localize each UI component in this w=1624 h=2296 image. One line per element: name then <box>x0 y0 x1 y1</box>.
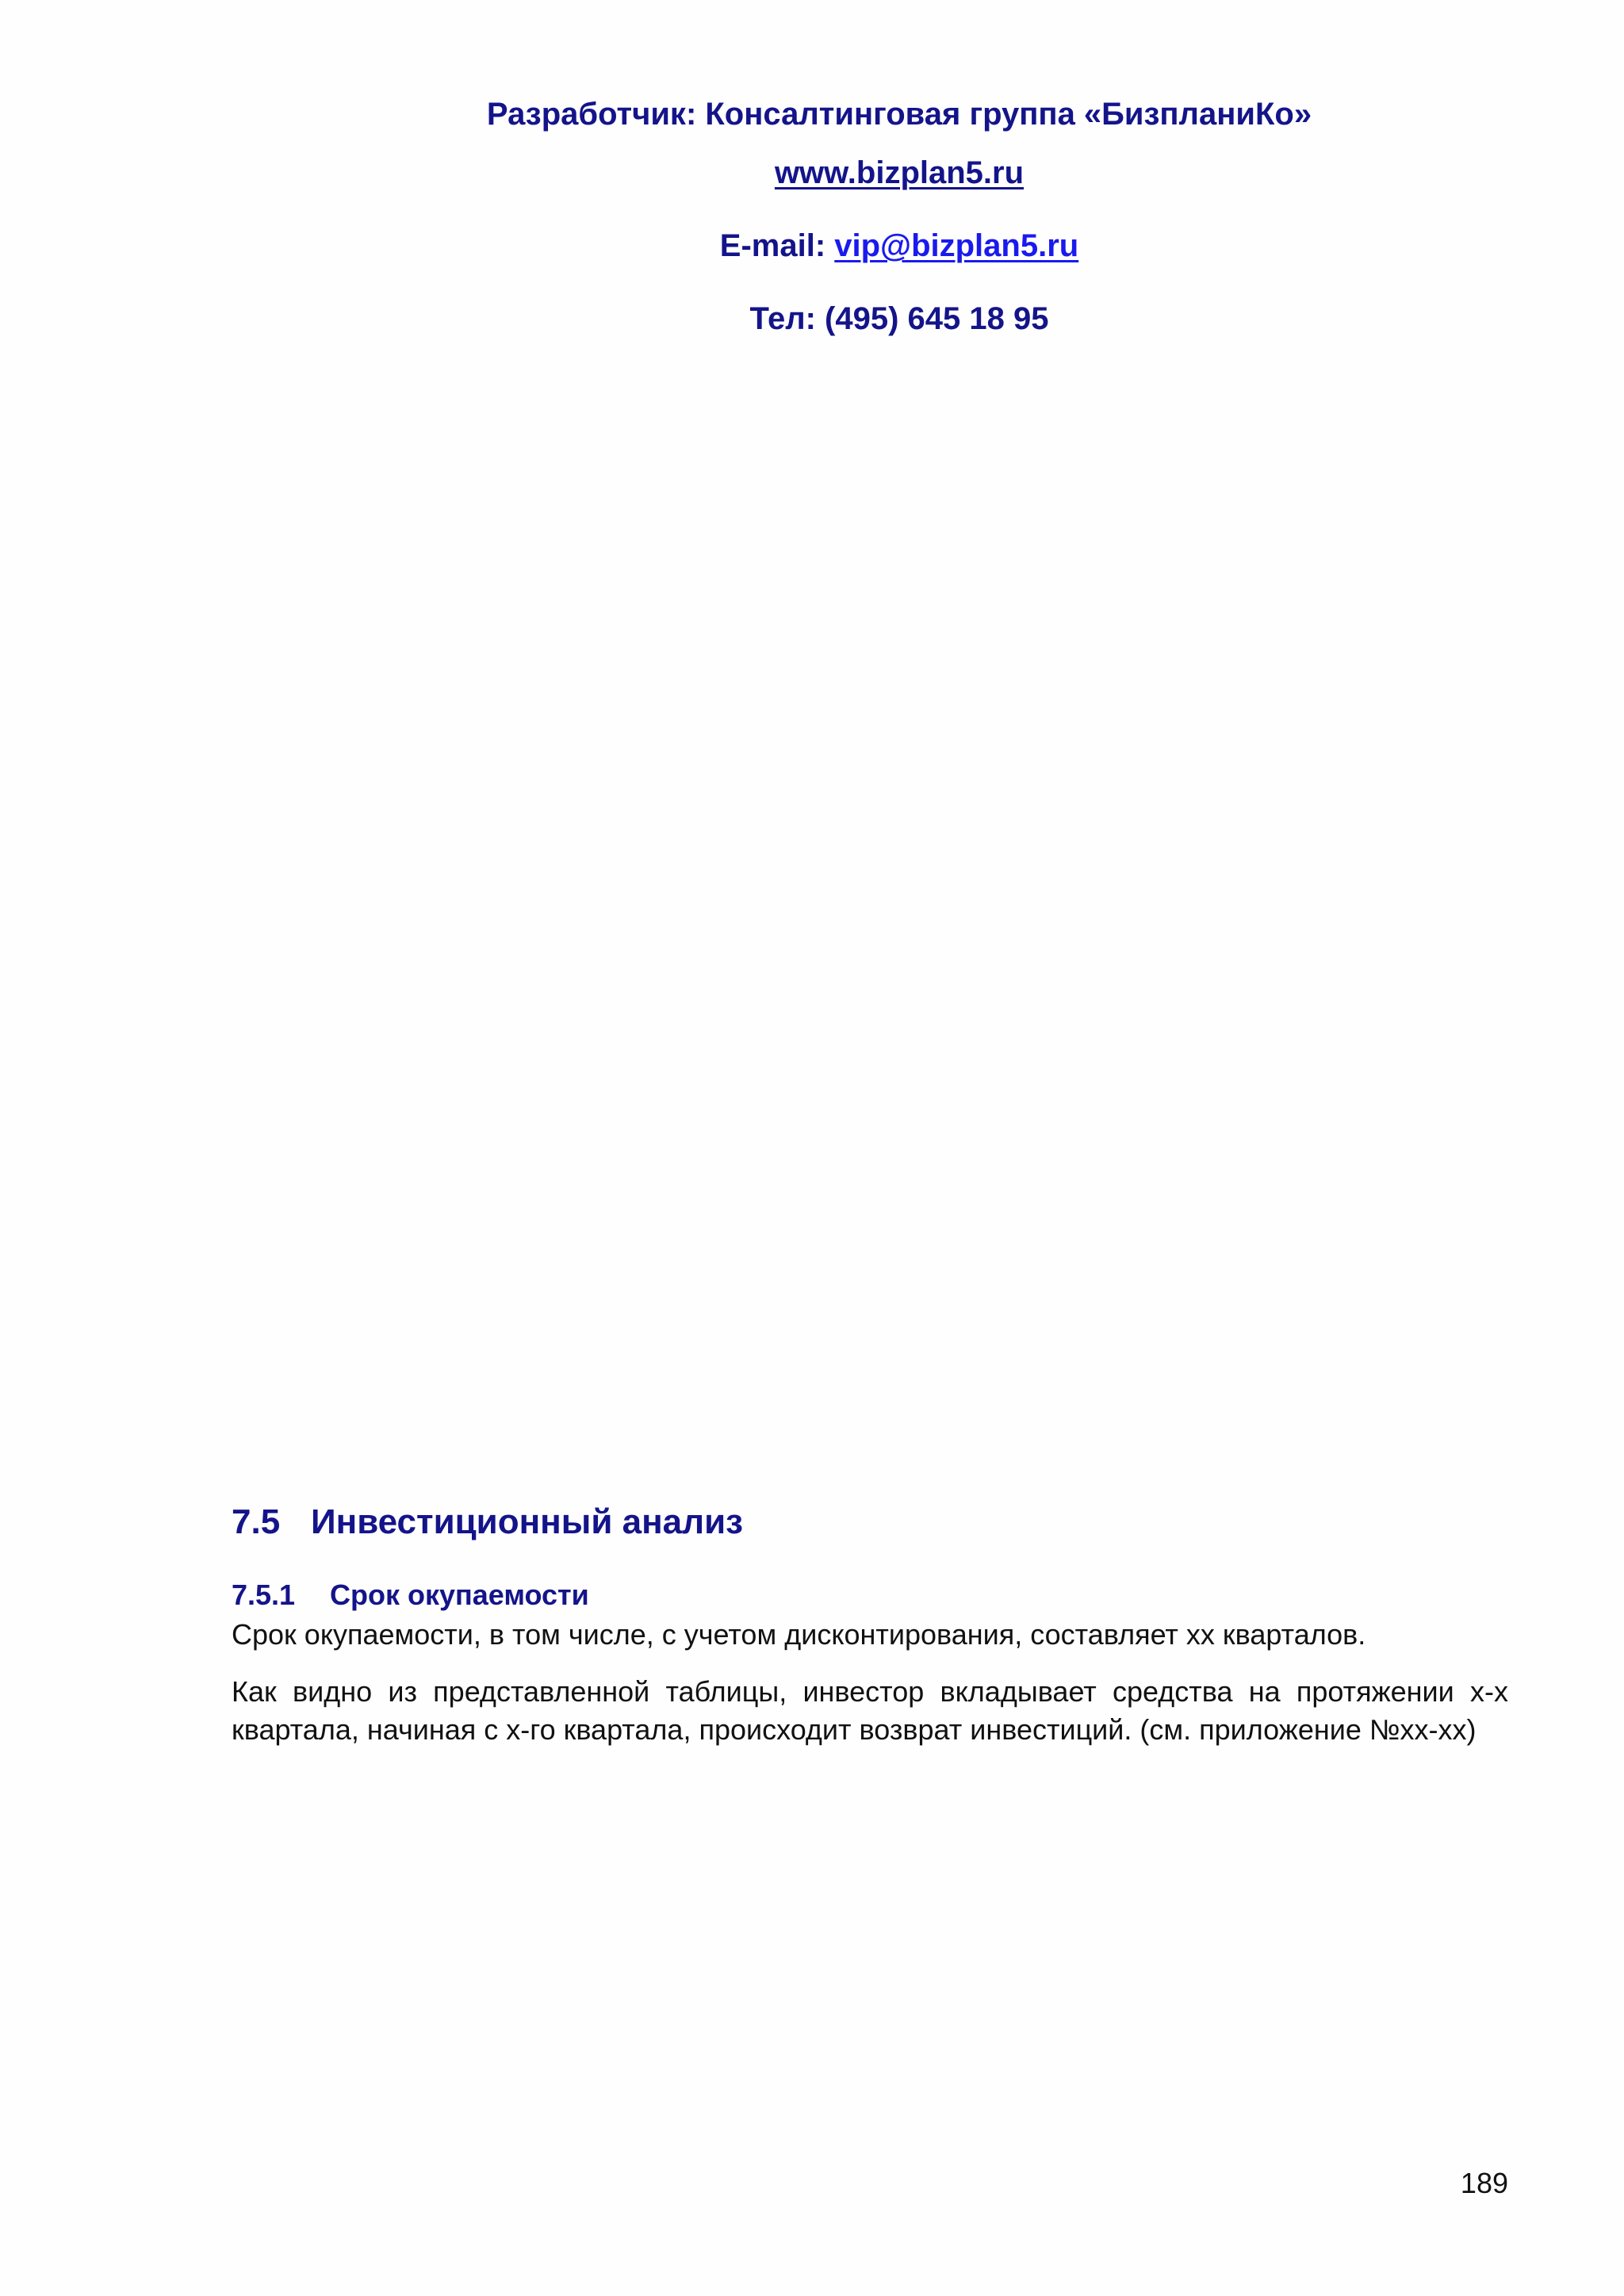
phone-line: Тел: (495) 645 18 95 <box>749 301 1049 336</box>
email-label: E-mail: <box>719 228 835 263</box>
section-title: Инвестиционный анализ <box>311 1502 743 1541</box>
paragraph-payback-period: Срок окупаемости, в том числе, с учетом дисконтирования, составляет хх кварталов. <box>232 1618 1366 1651</box>
developer-line: Разработчик: Консалтинговая группа «БизпланиКо» <box>486 97 1312 132</box>
subsection-heading <box>232 1578 589 1613</box>
website-link[interactable]: www.bizplan5.ru <box>774 155 1025 190</box>
subsection-title: Срок окупаемости <box>330 1578 589 1611</box>
page-number: 189 <box>1460 2167 1508 2199</box>
email-link[interactable]: vip@bizplan5.ru <box>834 228 1079 263</box>
subsection-number: 7.5.1 <box>232 1578 296 1611</box>
email-line <box>87 227 1624 265</box>
paragraph-investment-return: Как видно из представленной таблицы, инвестор вкладывает средства на протяжении х-х квартала, начиная с х-го квартала, происходит возврат инвестиций. (см. приложение №хх-хх) <box>232 1675 1508 1746</box>
section-heading <box>232 1502 743 1543</box>
website-line <box>87 154 1624 192</box>
section-number: 7.5 <box>232 1502 281 1541</box>
